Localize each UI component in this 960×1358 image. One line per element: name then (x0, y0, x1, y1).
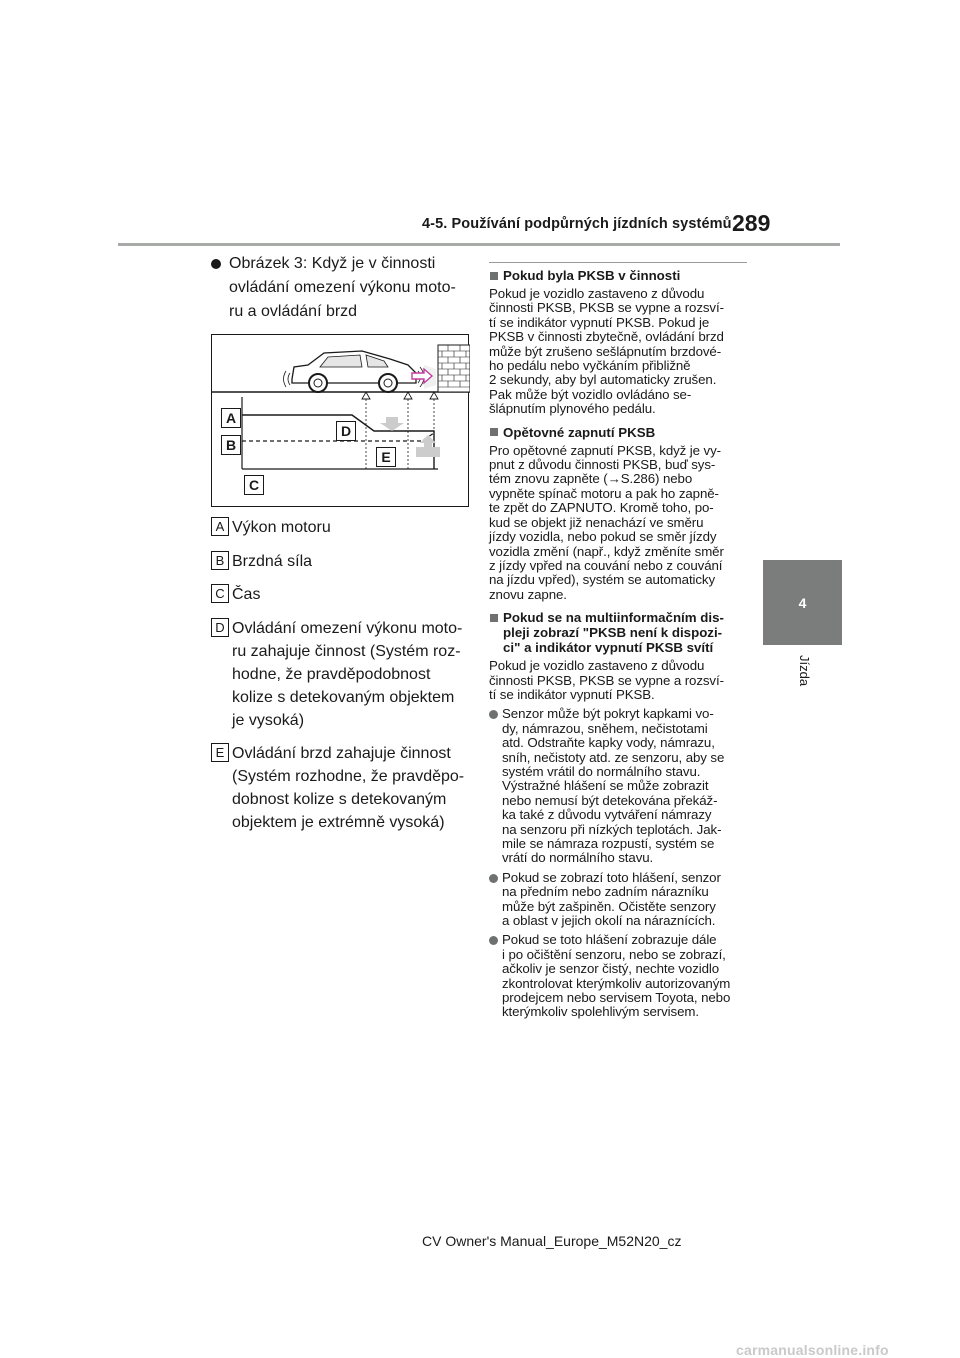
section-heading (489, 425, 751, 440)
chapter-number: 4 (798, 594, 807, 611)
legend-text: Ovládání omezení výkonu moto- (232, 619, 463, 637)
text-line: vozidla změní (např., když změníte směr (489, 543, 724, 559)
legend-key: A (211, 517, 229, 536)
text-line: vypněte spínač motoru a pak ho zapně- (489, 485, 719, 501)
text-line: kterýmkoliv spolehlivým servisem. (502, 1004, 699, 1020)
car-icon (284, 351, 437, 392)
legend-key: D (211, 618, 229, 637)
text-line: sníh, nečistoty atd. ze senzoru, aby se (502, 749, 725, 765)
legend-key: B (211, 551, 229, 570)
text-line: i po očištění senzoru, nebo se zobrazí, (502, 946, 726, 962)
text-line: mile se námraza rozpustí, systém se (502, 836, 715, 851)
section-paragraph (489, 659, 751, 702)
figure-label-a: A (221, 408, 241, 428)
section-heading (489, 268, 751, 283)
text-line: Pokud se toto hlášení zobrazuje dále (502, 932, 717, 948)
section-paragraph (489, 444, 751, 602)
legend-text: Čas (232, 586, 261, 603)
figure-label-e: E (376, 447, 396, 467)
watermark: carmanualsonline.info (736, 1342, 889, 1358)
caption-line: Obrázek 3: Když je v činnosti (229, 255, 436, 272)
legend-item (211, 550, 471, 573)
text-line: znovu zapne. (489, 586, 567, 602)
text-line: Senzor může být pokryt kapkami vo- (502, 706, 714, 722)
square-bullet-icon (490, 428, 498, 436)
figure-label-d: D (336, 421, 356, 441)
section-heading-text: ci" a indikátor vypnutí PKSB svítí (503, 640, 714, 656)
text-line: a oblast v jejich okolí na náraznících. (502, 913, 716, 929)
figure-caption (211, 252, 471, 324)
text-line: 2 sekundy, aby byl automaticky zrušen. (489, 372, 717, 388)
text-line: Pokud je vozidlo zastaveno z důvodu (489, 658, 705, 674)
text-line: ho pedálu nebo vyčkáním přibližně (489, 358, 691, 374)
list-item (489, 707, 751, 865)
text-line: prodejcem nebo servisem Toyota, nebo (502, 990, 731, 1006)
chapter-label: Jízda (797, 655, 812, 687)
text-line: činnosti PKSB, PKSB se vypne a rozsví- (489, 300, 724, 316)
section-heading-text: Pokud se na multiinformačním dis- (503, 610, 724, 626)
square-bullet-icon (490, 614, 498, 622)
section-heading-text: Pokud byla PKSB v činnosti (503, 268, 681, 283)
round-bullet-icon (489, 874, 498, 883)
text-line: nebo nemusí být detekována překáž- (502, 792, 718, 808)
page-number: 289 (732, 210, 771, 236)
text-line: Pokud je vozidlo zastaveno z důvodu (489, 286, 705, 301)
legend-item (211, 742, 471, 834)
legend-text: objektem je extrémně vysoká) (232, 814, 445, 831)
pksb-diagram (211, 334, 469, 507)
text-line: systém vrátil do normálního stavu. (502, 763, 701, 779)
right-column (489, 262, 751, 1025)
legend-key: C (211, 584, 229, 603)
section-divider (489, 262, 747, 263)
text-line: ka také z důvodu vytváření námrazy (502, 807, 712, 823)
list-item (489, 871, 751, 929)
list-item (489, 933, 751, 1019)
legend-text: Ovládání brzd zahajuje činnost (232, 745, 451, 762)
figure-label-b: B (221, 435, 241, 455)
section-heading-text: pleji zobrazí "PKSB není k dispozi- (503, 625, 723, 641)
text-line: atd. Odstraňte kapky vody, námrazu, (502, 735, 715, 751)
legend-text: (Systém rozhodne, že pravděpo- (232, 768, 465, 785)
text-line: může být zašpiněn. Očistěte senzory (502, 898, 716, 914)
text-line: vrátí do normálního stavu. (502, 850, 654, 866)
legend-text: Výkon motoru (232, 519, 331, 536)
text-line: pnut z důvodu činnosti PKSB, buď sys- (489, 457, 716, 473)
legend-item (211, 583, 471, 606)
text-line: Pak může být vozidlo ovládáno se- (489, 386, 692, 402)
section-title: 4-5. Používání podpůrných jízdních systémů (422, 216, 732, 232)
section-heading-text: Opětovné zapnutí PKSB (503, 424, 656, 440)
text-line: šlápnutím plynového pedálu. (489, 401, 656, 417)
manual-footer: CV Owner's Manual_Europe_M52N20_cz (422, 1233, 682, 1249)
text-line: kud se objekt již nenachází ve směru (489, 514, 704, 530)
legend-text: ru zahajuje činnost (Systém roz- (232, 642, 461, 660)
text-line: Pro opětovné zapnutí PKSB, když je vy- (489, 442, 721, 458)
text-line: zkontrolovat kterýmkoliv autorizovaným (502, 975, 731, 991)
text-line: tí se indikátor vypnutí PKSB. (489, 686, 655, 702)
legend-text: hodne, že pravděpodobnost (232, 665, 431, 683)
figure-legend (211, 516, 471, 845)
text-line: te zpět do ZAPNUTO. Kromě toho, po- (489, 500, 714, 516)
bullet-icon (211, 259, 221, 269)
text-line: Výstražné hlášení se může zobrazit (502, 778, 709, 794)
text-line: tí se indikátor vypnutí PKSB. Pokud je (489, 314, 710, 330)
text-line: činnosti PKSB, PKSB se vypne a rozsví- (489, 672, 724, 688)
text-line: Pokud se zobrazí toto hlášení, senzor (502, 869, 721, 885)
legend-item (211, 617, 471, 732)
text-line: ačkoliv je senzor čistý, nechte vozidlo (502, 961, 720, 977)
legend-text: kolize s detekovaným objektem (232, 688, 455, 706)
legend-key: E (211, 743, 229, 762)
text-line: z jízdy vpřed na couvání nebo z couvání (489, 557, 723, 573)
caption-line: ovládání omezení výkonu moto- (229, 279, 456, 296)
caption-line: ru a ovládání brzd (229, 303, 358, 320)
text-line: PKSB v činnosti zbytečně, ovládání brzd (489, 329, 724, 345)
legend-text: Brzdná síla (232, 552, 313, 570)
round-bullet-icon (489, 936, 498, 945)
text-line: na jízdu vpřed), systém se automaticky (489, 572, 716, 588)
brake-increase-arrow-icon (416, 435, 440, 457)
text-line: na předním nebo zadním nárazníku (502, 884, 709, 900)
legend-item (211, 516, 471, 539)
legend-text: dobnost kolize s detekovaným (232, 791, 447, 808)
text-line: na senzoru při nízkých teplotách. Jak- (502, 821, 722, 837)
power-reduction-arrow-icon (380, 417, 404, 431)
section-heading (489, 610, 751, 655)
square-bullet-icon (490, 272, 498, 280)
section-paragraph (489, 287, 751, 417)
round-bullet-icon (489, 710, 498, 719)
text-line: tém znovu zapněte (→S.286) nebo (489, 471, 693, 487)
header-divider (118, 243, 840, 246)
text-line: může být zrušeno sešlápnutím brzdové- (489, 343, 722, 359)
figure-label-c: C (244, 475, 264, 495)
text-line: dy, námrazou, sněhem, nečistotami (502, 720, 708, 736)
chapter-tab[interactable] (763, 560, 842, 645)
text-line: jízdy vozidla, nebo pokud se směr jízdy (489, 529, 717, 545)
brick-wall-icon (438, 345, 470, 392)
legend-text: je vysoká) (232, 711, 305, 729)
